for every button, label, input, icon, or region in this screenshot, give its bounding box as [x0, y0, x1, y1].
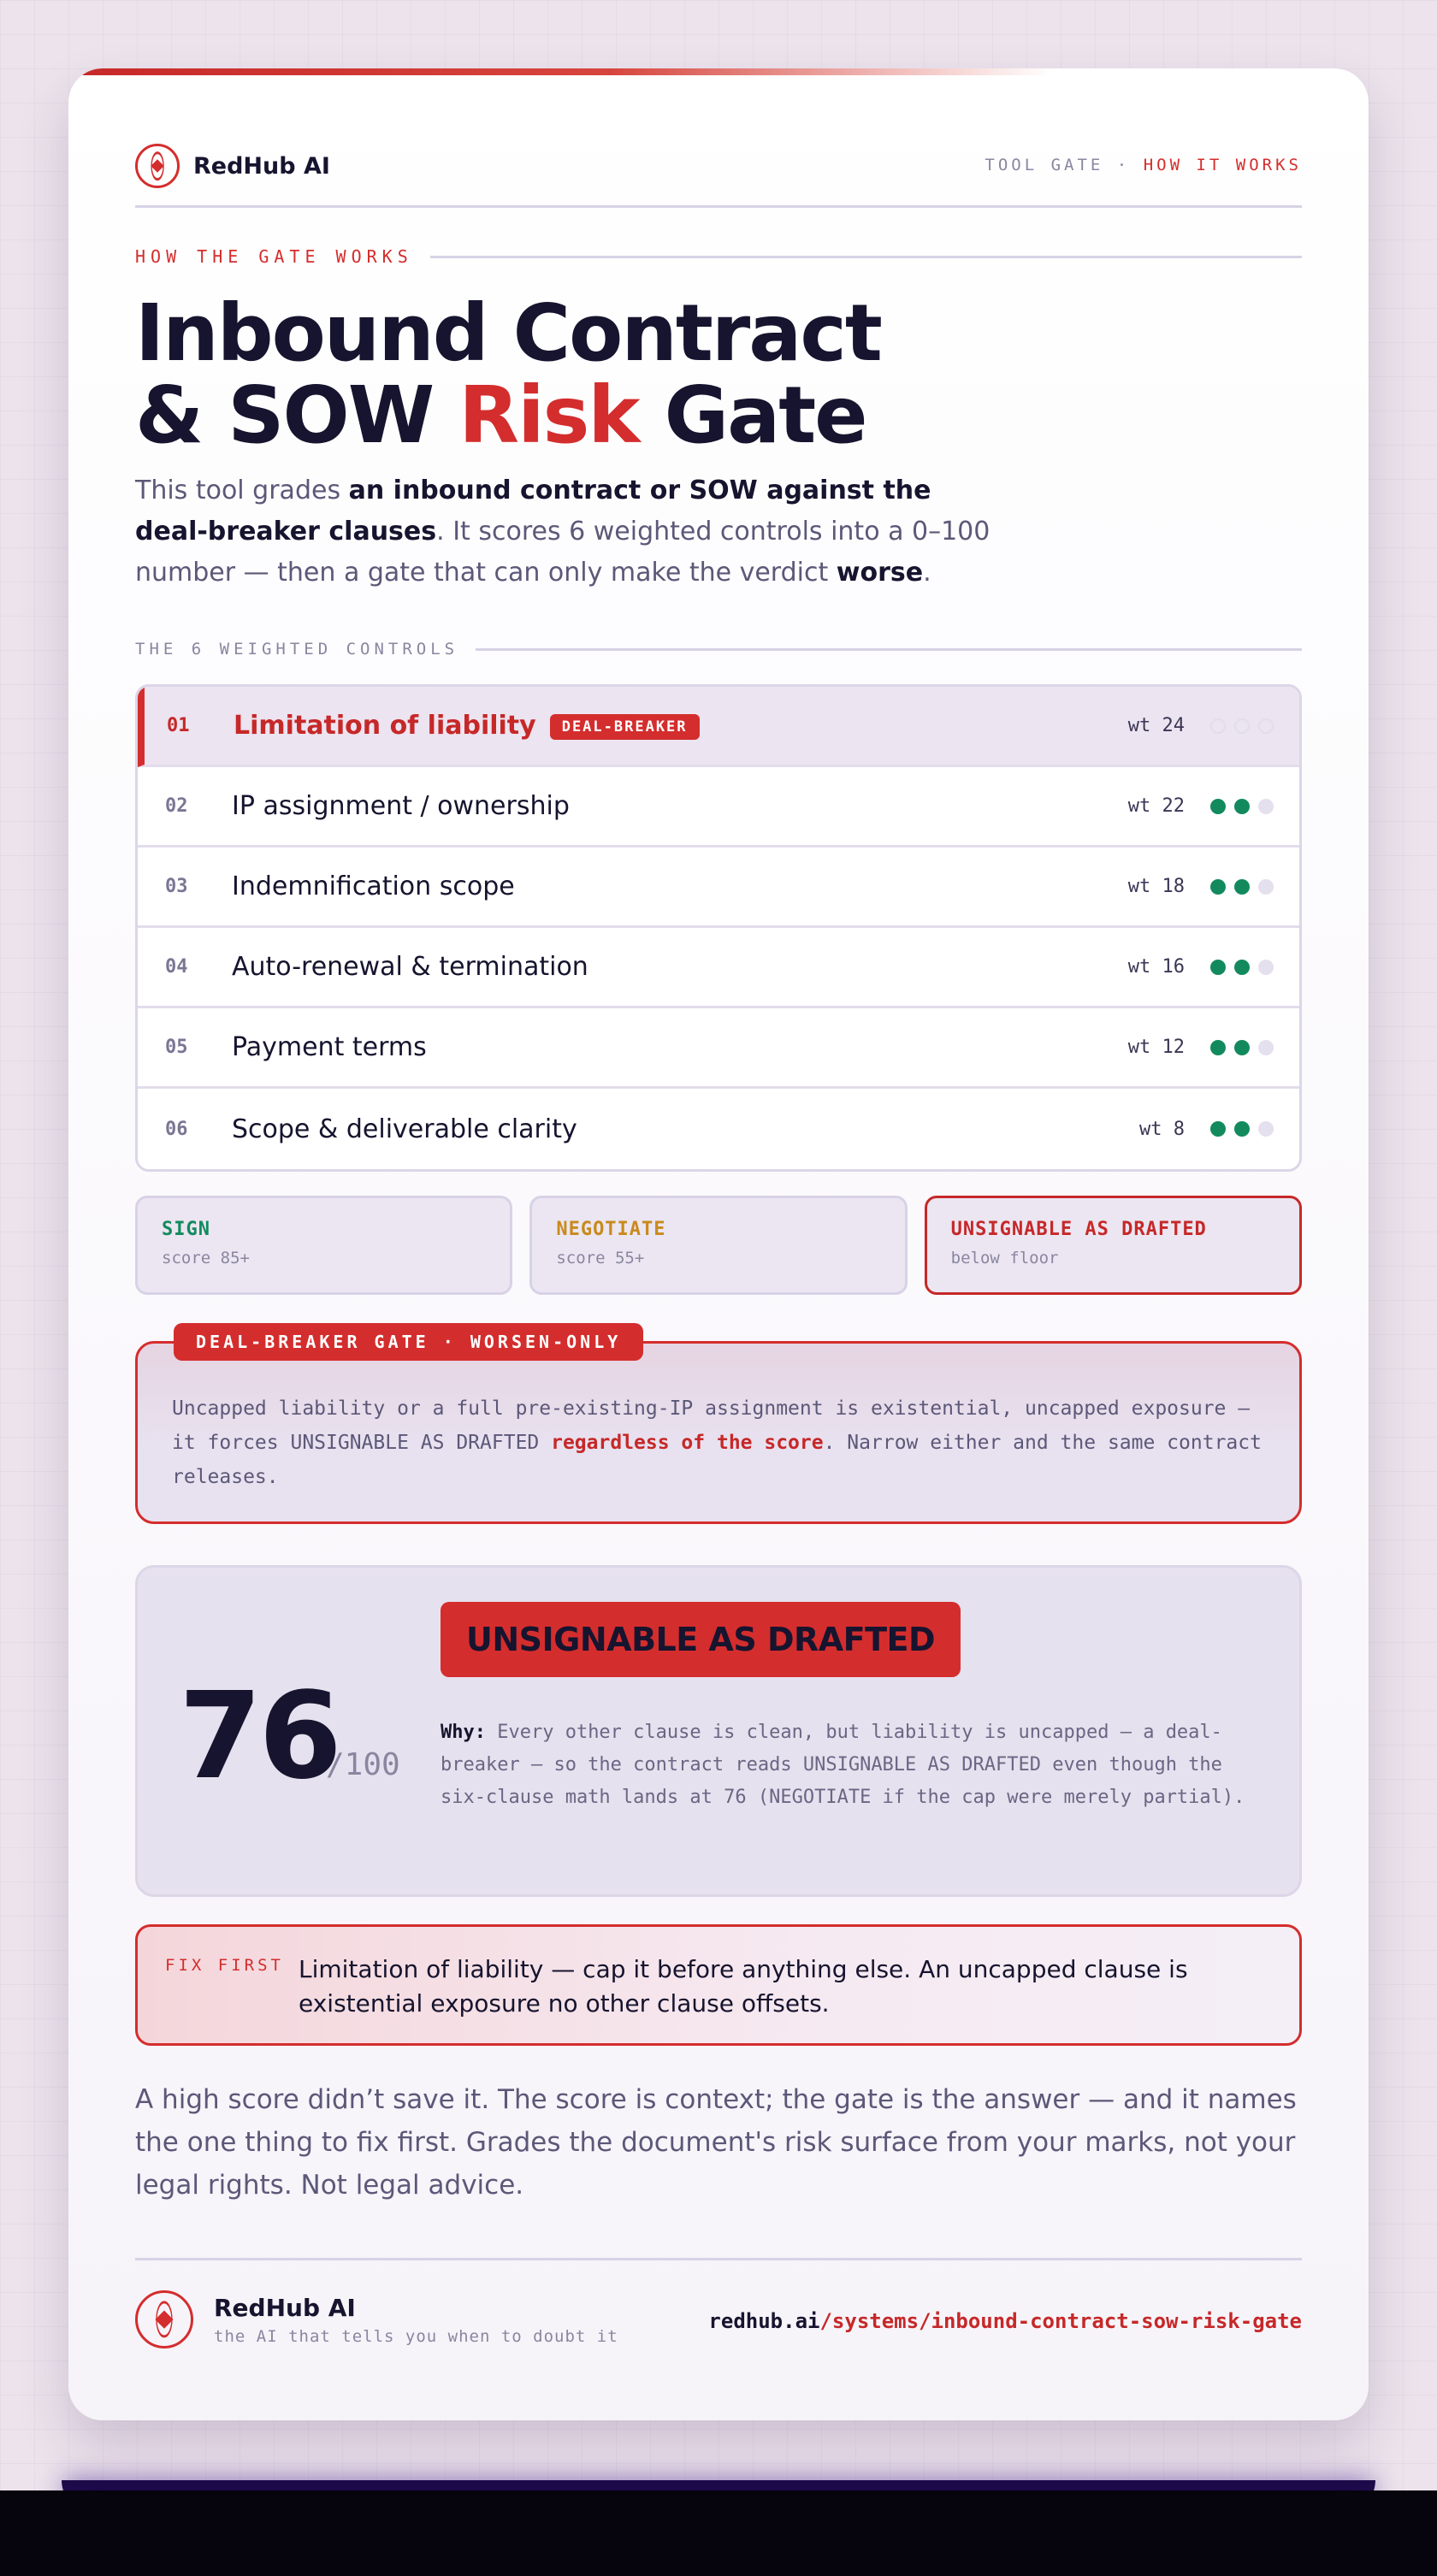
- rating-dot-filled: [1234, 1040, 1250, 1055]
- control-weight: wt 24: [1127, 715, 1185, 736]
- card-accent-bar: [68, 68, 1052, 75]
- control-weight: wt 8: [1139, 1118, 1185, 1140]
- intro-text-1: This tool grades: [135, 476, 349, 505]
- main-card: [68, 68, 1369, 2420]
- footer-tagline: the AI that tells you when to doubt it: [214, 2326, 618, 2346]
- fix-first-tag: FIX FIRST: [165, 1956, 284, 1975]
- header-divider: [135, 205, 1302, 208]
- fix-first-panel: [135, 1924, 1302, 2046]
- controls-table: [135, 684, 1302, 1172]
- controls-eyebrow-rule: [476, 648, 1302, 651]
- score-panel: [135, 1565, 1302, 1897]
- control-weight: wt 18: [1127, 876, 1185, 897]
- gate-text-emphasis: regardless of the score: [551, 1432, 824, 1454]
- redhub-logo-icon: [135, 2290, 193, 2349]
- footer-brand[interactable]: [135, 2290, 618, 2349]
- controls-eyebrow-label: THE 6 WEIGHTED CONTROLS: [135, 640, 459, 659]
- control-weight: wt 22: [1127, 795, 1185, 817]
- bottom-bar: [0, 2490, 1437, 2576]
- fix-first-text: Limitation of liability — cap it before anything else. An uncapped clause is existential exposure no other clause offsets.: [299, 1955, 1188, 2018]
- verdict-threshold: score 55+: [556, 1249, 645, 1267]
- verdict-title: NEGOTIATE: [556, 1219, 666, 1240]
- rating-dot-empty: [1258, 1121, 1274, 1137]
- rating-dot-filled: [1210, 879, 1226, 895]
- control-label: IP assignment / ownership: [232, 791, 570, 821]
- rating-dot-empty: [1258, 960, 1274, 975]
- why-label: Why:: [441, 1722, 486, 1743]
- footer-url-link[interactable]: [708, 2309, 1302, 2333]
- intro-bold-2: worse: [836, 558, 924, 588]
- control-rating: [1210, 718, 1274, 734]
- control-row[interactable]: [138, 848, 1299, 928]
- rating-dot-empty: [1258, 879, 1274, 895]
- title-line-2-post: Gate: [638, 369, 866, 461]
- rating-dot-filled: [1210, 1040, 1226, 1055]
- control-label: Indemnification scope: [232, 871, 515, 901]
- nav-how-it-works-link[interactable]: HOW IT WORKS: [1143, 156, 1302, 174]
- intro-text-2: . It scores 6 weighted controls into a 0–100 number — then a gate that can only make the verdict: [135, 517, 991, 588]
- control-row[interactable]: [138, 767, 1299, 848]
- score-denominator: /100: [326, 1747, 400, 1782]
- control-rating: [1210, 960, 1274, 975]
- nav-prefix: TOOL GATE ·: [985, 156, 1131, 174]
- rating-dot-filled: [1234, 1121, 1250, 1137]
- page-title: [135, 287, 881, 461]
- title-accent-word: Risk: [458, 369, 639, 461]
- footer-brand-text: [214, 2294, 618, 2346]
- verdict-explanation: [441, 1716, 1262, 1814]
- redhub-logo-icon: [135, 144, 180, 188]
- control-row[interactable]: [138, 687, 1299, 767]
- verdict-title: SIGN: [162, 1219, 210, 1240]
- control-row[interactable]: [138, 1089, 1299, 1169]
- control-number: 04: [165, 956, 188, 978]
- intro-paragraph: [135, 470, 991, 594]
- verdict-threshold: below floor: [950, 1249, 1059, 1267]
- controls-eyebrow: [135, 640, 1302, 659]
- control-label: Limitation of liability: [234, 711, 536, 741]
- title-line-2-pre: & SOW: [135, 369, 459, 461]
- title-line-1: Inbound Contract: [135, 287, 881, 379]
- rating-dot-empty: [1210, 718, 1226, 734]
- control-number: 02: [165, 795, 188, 817]
- footer-brand-name: RedHub AI: [214, 2293, 356, 2322]
- control-rating: [1210, 1121, 1274, 1137]
- rating-dot-empty: [1234, 718, 1250, 734]
- gate-text-post: . Narrow either and the same contract releases.: [172, 1432, 1262, 1488]
- brand[interactable]: [135, 144, 330, 188]
- rating-dot-filled: [1210, 1121, 1226, 1137]
- verdict-badge: UNSIGNABLE AS DRAFTED: [441, 1602, 961, 1677]
- control-rating: [1210, 799, 1274, 814]
- footer-divider: [135, 2258, 1302, 2260]
- control-number: 03: [165, 876, 188, 897]
- eyebrow-rule: [430, 256, 1302, 258]
- verdict-unsignable: [925, 1196, 1302, 1295]
- control-label: Scope & deliverable clarity: [232, 1114, 577, 1144]
- control-rating: [1210, 1040, 1274, 1055]
- rating-dot-empty: [1258, 718, 1274, 734]
- url-host: redhub.ai: [708, 2309, 820, 2333]
- rating-dot-filled: [1234, 799, 1250, 814]
- closing-note: A high score didn’t save it. The score is context; the gate is the answer — and it names the one thing to fix first. Grades the document's risk surface from your marks, not your legal rights. Not legal advice.: [135, 2084, 1297, 2201]
- verdict-legend: [135, 1196, 1302, 1295]
- intro-text-3: .: [923, 558, 931, 588]
- rating-dot-filled: [1234, 960, 1250, 975]
- why-text: Every other clause is clean, but liability is uncapped — a deal-breaker — so the contract reads UNSIGNABLE AS DRAFTED even though the six-clause math lands at 76 (NEGOTIATE if the cap were merely partial).: [441, 1722, 1245, 1808]
- verdict-negotiate: [529, 1196, 907, 1295]
- deal-breaker-badge: DEAL-BREAKER: [550, 714, 700, 740]
- rating-dot-empty: [1258, 799, 1274, 814]
- hero-eyebrow-label: HOW THE GATE WORKS: [135, 246, 413, 267]
- score-value: 76: [179, 1667, 339, 1806]
- rating-dot-empty: [1258, 1040, 1274, 1055]
- rating-dot-filled: [1210, 960, 1226, 975]
- control-row[interactable]: [138, 1008, 1299, 1089]
- rating-dot-filled: [1210, 799, 1226, 814]
- verdict-title: UNSIGNABLE AS DRAFTED: [950, 1219, 1207, 1240]
- control-number: 05: [165, 1037, 188, 1058]
- hero-eyebrow: [135, 246, 1302, 267]
- control-weight: wt 16: [1127, 956, 1185, 978]
- control-label: Auto-renewal & termination: [232, 952, 588, 982]
- page-header: [135, 135, 1302, 195]
- deal-breaker-gate-panel: [135, 1332, 1302, 1524]
- verdict-threshold: score 85+: [162, 1249, 250, 1267]
- control-row[interactable]: [138, 928, 1299, 1008]
- brand-name: RedHub AI: [193, 152, 330, 180]
- control-label: Payment terms: [232, 1032, 427, 1062]
- gate-description: [172, 1391, 1265, 1494]
- verdict-sign: [135, 1196, 512, 1295]
- url-path: /systems/inbound-contract-sow-risk-gate: [819, 2309, 1302, 2333]
- control-weight: wt 12: [1127, 1037, 1185, 1058]
- gate-text-pre: Uncapped liability or a full pre-existing-IP assignment is existential, uncapped exposure — it forces UNSIGNABLE AS DRAFTED: [172, 1397, 1251, 1454]
- control-label-wrap: [234, 711, 700, 741]
- header-nav: [985, 156, 1302, 174]
- intro-bold-1: an inbound contract or SOW against the deal-breaker clauses: [135, 476, 931, 547]
- gate-tag: DEAL-BREAKER GATE · WORSEN-ONLY: [174, 1323, 643, 1361]
- control-rating: [1210, 879, 1274, 895]
- control-number: 06: [165, 1118, 188, 1140]
- control-number: 01: [167, 715, 190, 736]
- rating-dot-filled: [1234, 879, 1250, 895]
